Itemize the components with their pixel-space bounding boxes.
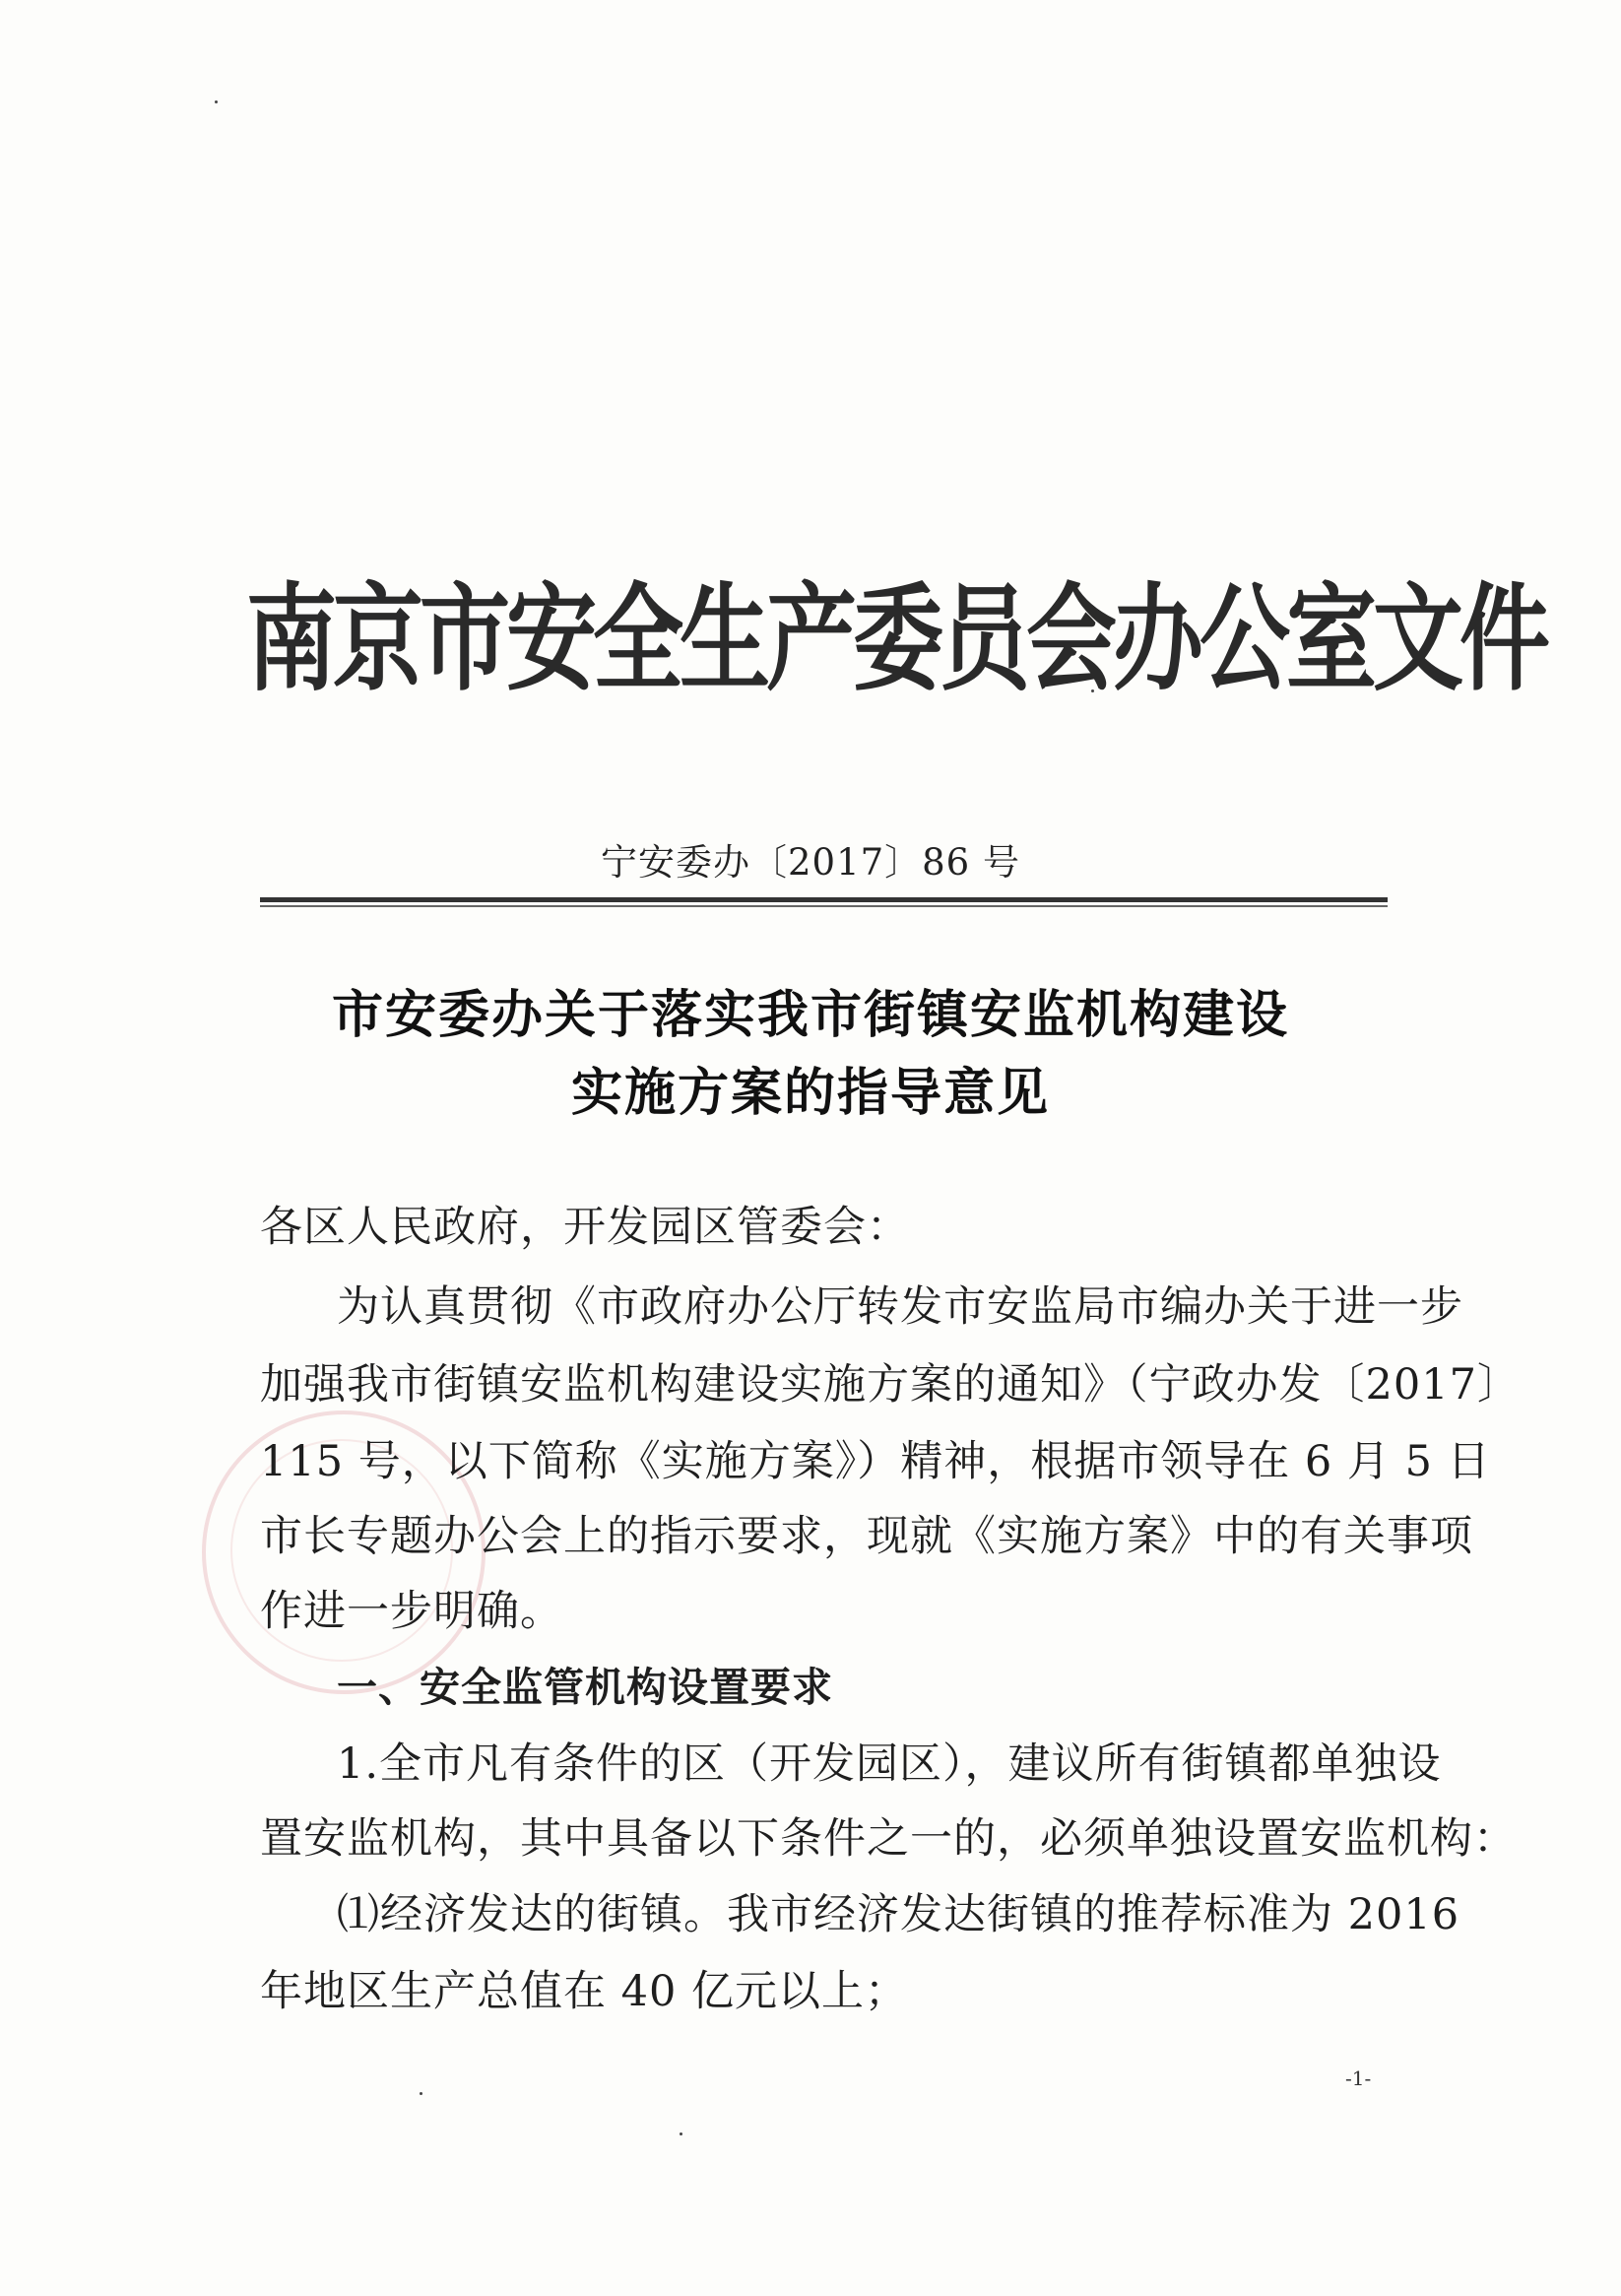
salutation: 各区人民政府，开发园区管委会： xyxy=(260,1203,910,1252)
scan-speck xyxy=(215,100,218,103)
scan-speck xyxy=(680,2132,682,2135)
issuer-header-title: 南京市安全生产委员会办公室文件 xyxy=(246,571,1547,707)
subitem-line: ⑴经济发达的街镇。我市经济发达街镇的推荐标准为 2016 xyxy=(337,1890,1460,1939)
header-divider-rule xyxy=(260,897,1388,902)
paragraph-line: 为认真贯彻《市政府办公厅转发市安监局市编办关于进一步 xyxy=(337,1282,1463,1332)
paragraph-line: 作进一步明确。 xyxy=(260,1587,563,1636)
subitem-line: 年地区生产总值在 40 亿元以上； xyxy=(260,1967,909,2016)
item-line: 置安监机构，其中具备以下条件之一的，必须单独设置安监机构： xyxy=(260,1814,1517,1864)
paragraph-line: 115 号，以下简称《实施方案》）精神，根据市领导在 6 月 5 日 xyxy=(260,1437,1491,1486)
document-title-line-1: 市安委办关于落实我市街镇安监机构建设 xyxy=(331,986,1289,1045)
paragraph-line: 市长专题办公会上的指示要求，现就《实施方案》中的有关事项 xyxy=(260,1512,1473,1561)
document-number: 宁安委办〔2017〕86 号 xyxy=(600,841,1020,884)
section-heading: 一、安全监管机构设置要求 xyxy=(337,1664,833,1711)
page-number: -1- xyxy=(1345,2066,1372,2090)
document-title-line-2: 实施方案的指导意见 xyxy=(570,1064,1050,1123)
scan-speck xyxy=(420,2092,422,2095)
header-divider-rule-thin xyxy=(260,905,1388,907)
paragraph-line: 加强我市街镇安监机构建设实施方案的通知》（宁政办发〔2017〕 xyxy=(260,1360,1521,1410)
item-line: 1.全市凡有条件的区（开发园区），建议所有街镇都单独设 xyxy=(337,1739,1442,1789)
